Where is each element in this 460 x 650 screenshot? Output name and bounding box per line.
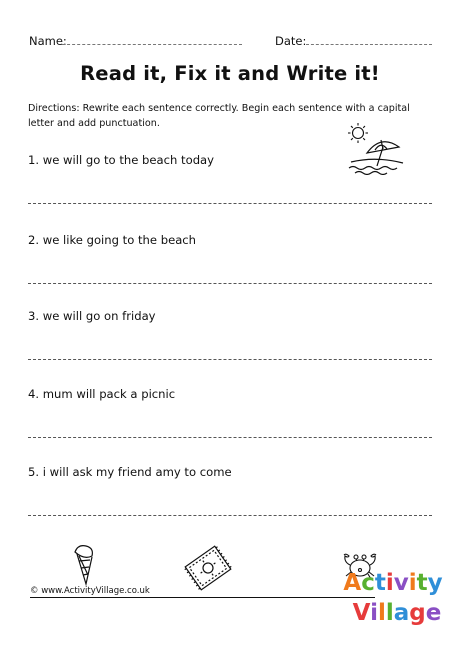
beach-towel-icon xyxy=(178,540,238,596)
logo-line2: Village xyxy=(352,600,442,626)
page-title: Read it, Fix it and Write it! xyxy=(80,62,380,85)
sentence-4: 4. mum will pack a picnic xyxy=(28,387,176,401)
footer-url[interactable]: © www.ActivityVillage.co.uk xyxy=(30,586,150,596)
ice-cream-icon xyxy=(66,542,100,588)
directions-text: Directions: Rewrite each sentence correctly. Begin each sentence with a capital letter and add punctuation. xyxy=(28,103,410,129)
sentence-5: 5. i will ask my friend amy to come xyxy=(28,465,232,479)
sun-icon xyxy=(348,123,368,143)
date-label: Date: xyxy=(275,34,307,48)
answer-line-1[interactable] xyxy=(28,203,432,204)
beach-icon xyxy=(345,120,407,175)
answer-line-4[interactable] xyxy=(28,437,432,438)
answer-line-2[interactable] xyxy=(28,283,432,284)
logo-line1: Activity xyxy=(343,570,443,596)
answer-line-5[interactable] xyxy=(28,515,432,516)
beach-umbrella-icon xyxy=(367,140,399,166)
name-line[interactable] xyxy=(62,44,242,45)
date-line[interactable] xyxy=(306,44,432,45)
answer-line-3[interactable] xyxy=(28,359,432,360)
activity-village-logo xyxy=(343,560,443,632)
sentence-2: 2. we like going to the beach xyxy=(28,233,197,247)
name-label: Name: xyxy=(29,34,67,48)
footer-divider xyxy=(30,597,375,598)
sentence-3: 3. we will go on friday xyxy=(28,309,156,323)
sentence-1: 1. we will go to the beach today xyxy=(28,153,215,167)
